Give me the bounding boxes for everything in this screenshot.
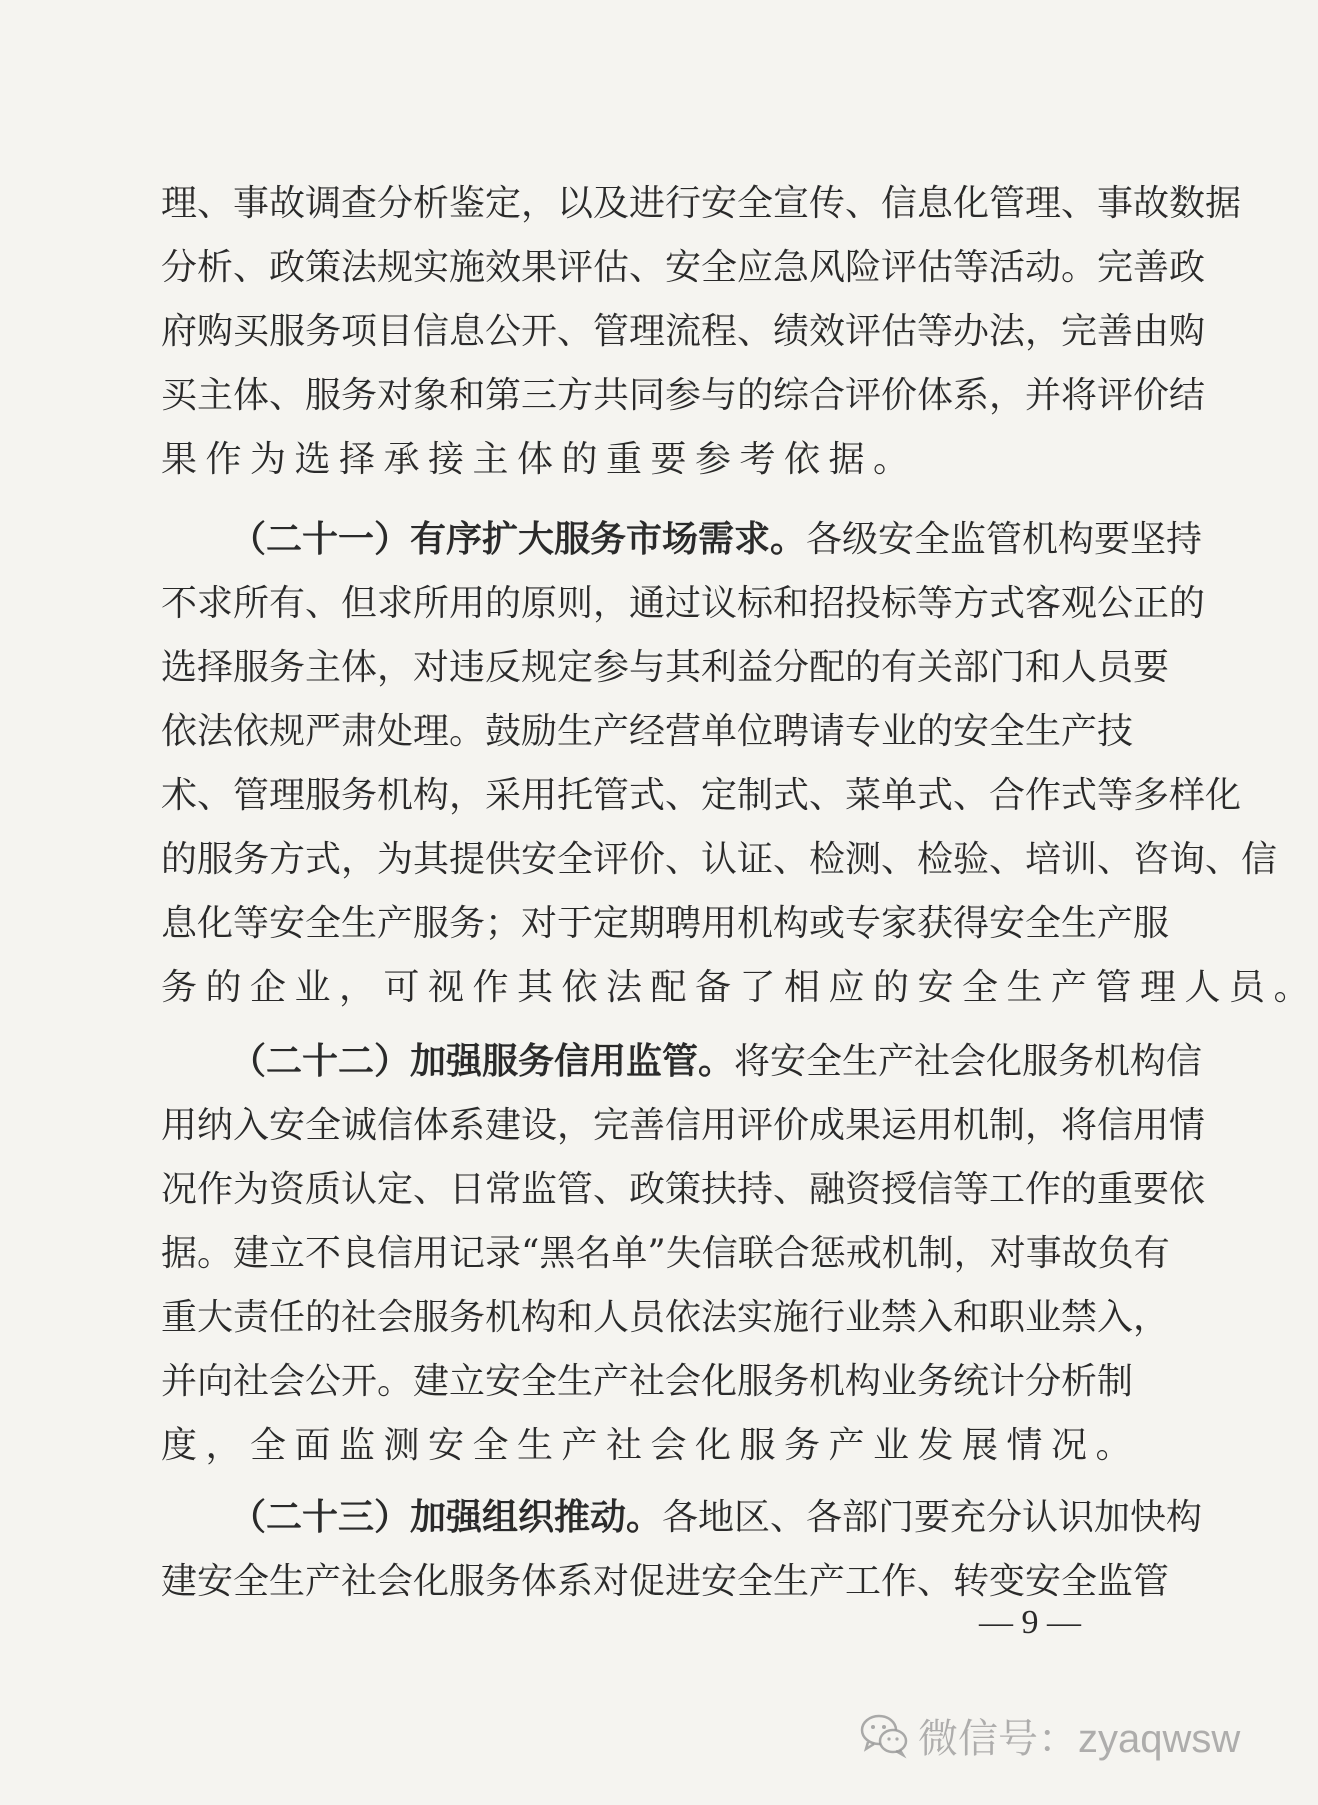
section-23-heading: （二十三）加强组织推动。	[230, 1497, 663, 1538]
watermark-text: 微信号：zyaqwsw	[918, 1716, 1241, 1761]
section-22-text: 将安全生产社会化服务机构信	[734, 1041, 1203, 1082]
body-line: 度，全面监测安全生产社会化服务产业发展情况。	[161, 1425, 1141, 1466]
page-number: — 9 —	[979, 1604, 1081, 1641]
body-line: 并向社会公开。建立安全生产社会化服务机构业务统计分析制	[161, 1361, 1134, 1402]
body-line: 分析、政策法规实施效果评估、安全应急风险评估等活动。完善政	[161, 247, 1206, 288]
body-line: 依法依规严肃处理。鼓励生产经营单位聘请专业的安全生产技	[161, 711, 1134, 752]
body-line: 买主体、服务对象和第三方共同参与的综合评价体系，并将评价结	[161, 375, 1206, 416]
body-line: 不求所有、但求所用的原则，通过议标和招投标等方式客观公正的	[161, 583, 1206, 624]
body-line: 重大责任的社会服务机构和人员依法实施行业禁入和职业禁入，	[161, 1297, 1170, 1338]
section-23-first-line	[230, 1486, 1203, 1550]
section-22-heading: （二十二）加强服务信用监管。	[230, 1041, 735, 1082]
body-line: 府购买服务项目信息公开、管理流程、绩效评估等办法，完善由购	[161, 311, 1206, 352]
section-23-text: 各地区、各部门要充分认识加快构	[662, 1497, 1203, 1538]
section-22-first-line	[230, 1030, 1203, 1094]
body-line: 据。建立不良信用记录“黑名单”失信联合惩戒机制，对事故负有	[161, 1233, 1170, 1274]
body-line: 术、管理服务机构，采用托管式、定制式、菜单式、合作式等多样化	[161, 775, 1242, 816]
body-line: 建安全生产社会化服务体系对促进安全生产工作、转变安全监管	[161, 1561, 1170, 1602]
body-line: 果作为选择承接主体的重要参考依据。	[161, 439, 918, 480]
section-21-first-line	[230, 508, 1203, 572]
section-21-heading: （二十一）有序扩大服务市场需求。	[230, 519, 807, 560]
body-line: 用纳入安全诚信体系建设，完善信用评价成果运用机制，将信用情	[161, 1105, 1206, 1146]
section-21-text: 各级安全监管机构要坚持	[806, 519, 1203, 560]
watermark	[860, 1705, 1240, 1765]
body-line: 况作为资质认定、日常监管、政策扶持、融资授信等工作的重要依	[161, 1169, 1206, 1210]
wechat-icon	[860, 1713, 908, 1757]
body-line: 息化等安全生产服务；对于定期聘用机构或专家获得安全生产服	[161, 903, 1170, 944]
body-line: 的服务方式，为其提供安全评价、认证、检测、检验、培训、咨询、信	[161, 839, 1278, 880]
body-line: 理、事故调查分析鉴定，以及进行安全宣传、信息化管理、事故数据	[161, 183, 1242, 224]
body-line: 选择服务主体，对违反规定参与其利益分配的有关部门和人员要	[161, 647, 1170, 688]
body-line: 务的企业，可视作其依法配备了相应的安全生产管理人员。	[161, 967, 1318, 1008]
